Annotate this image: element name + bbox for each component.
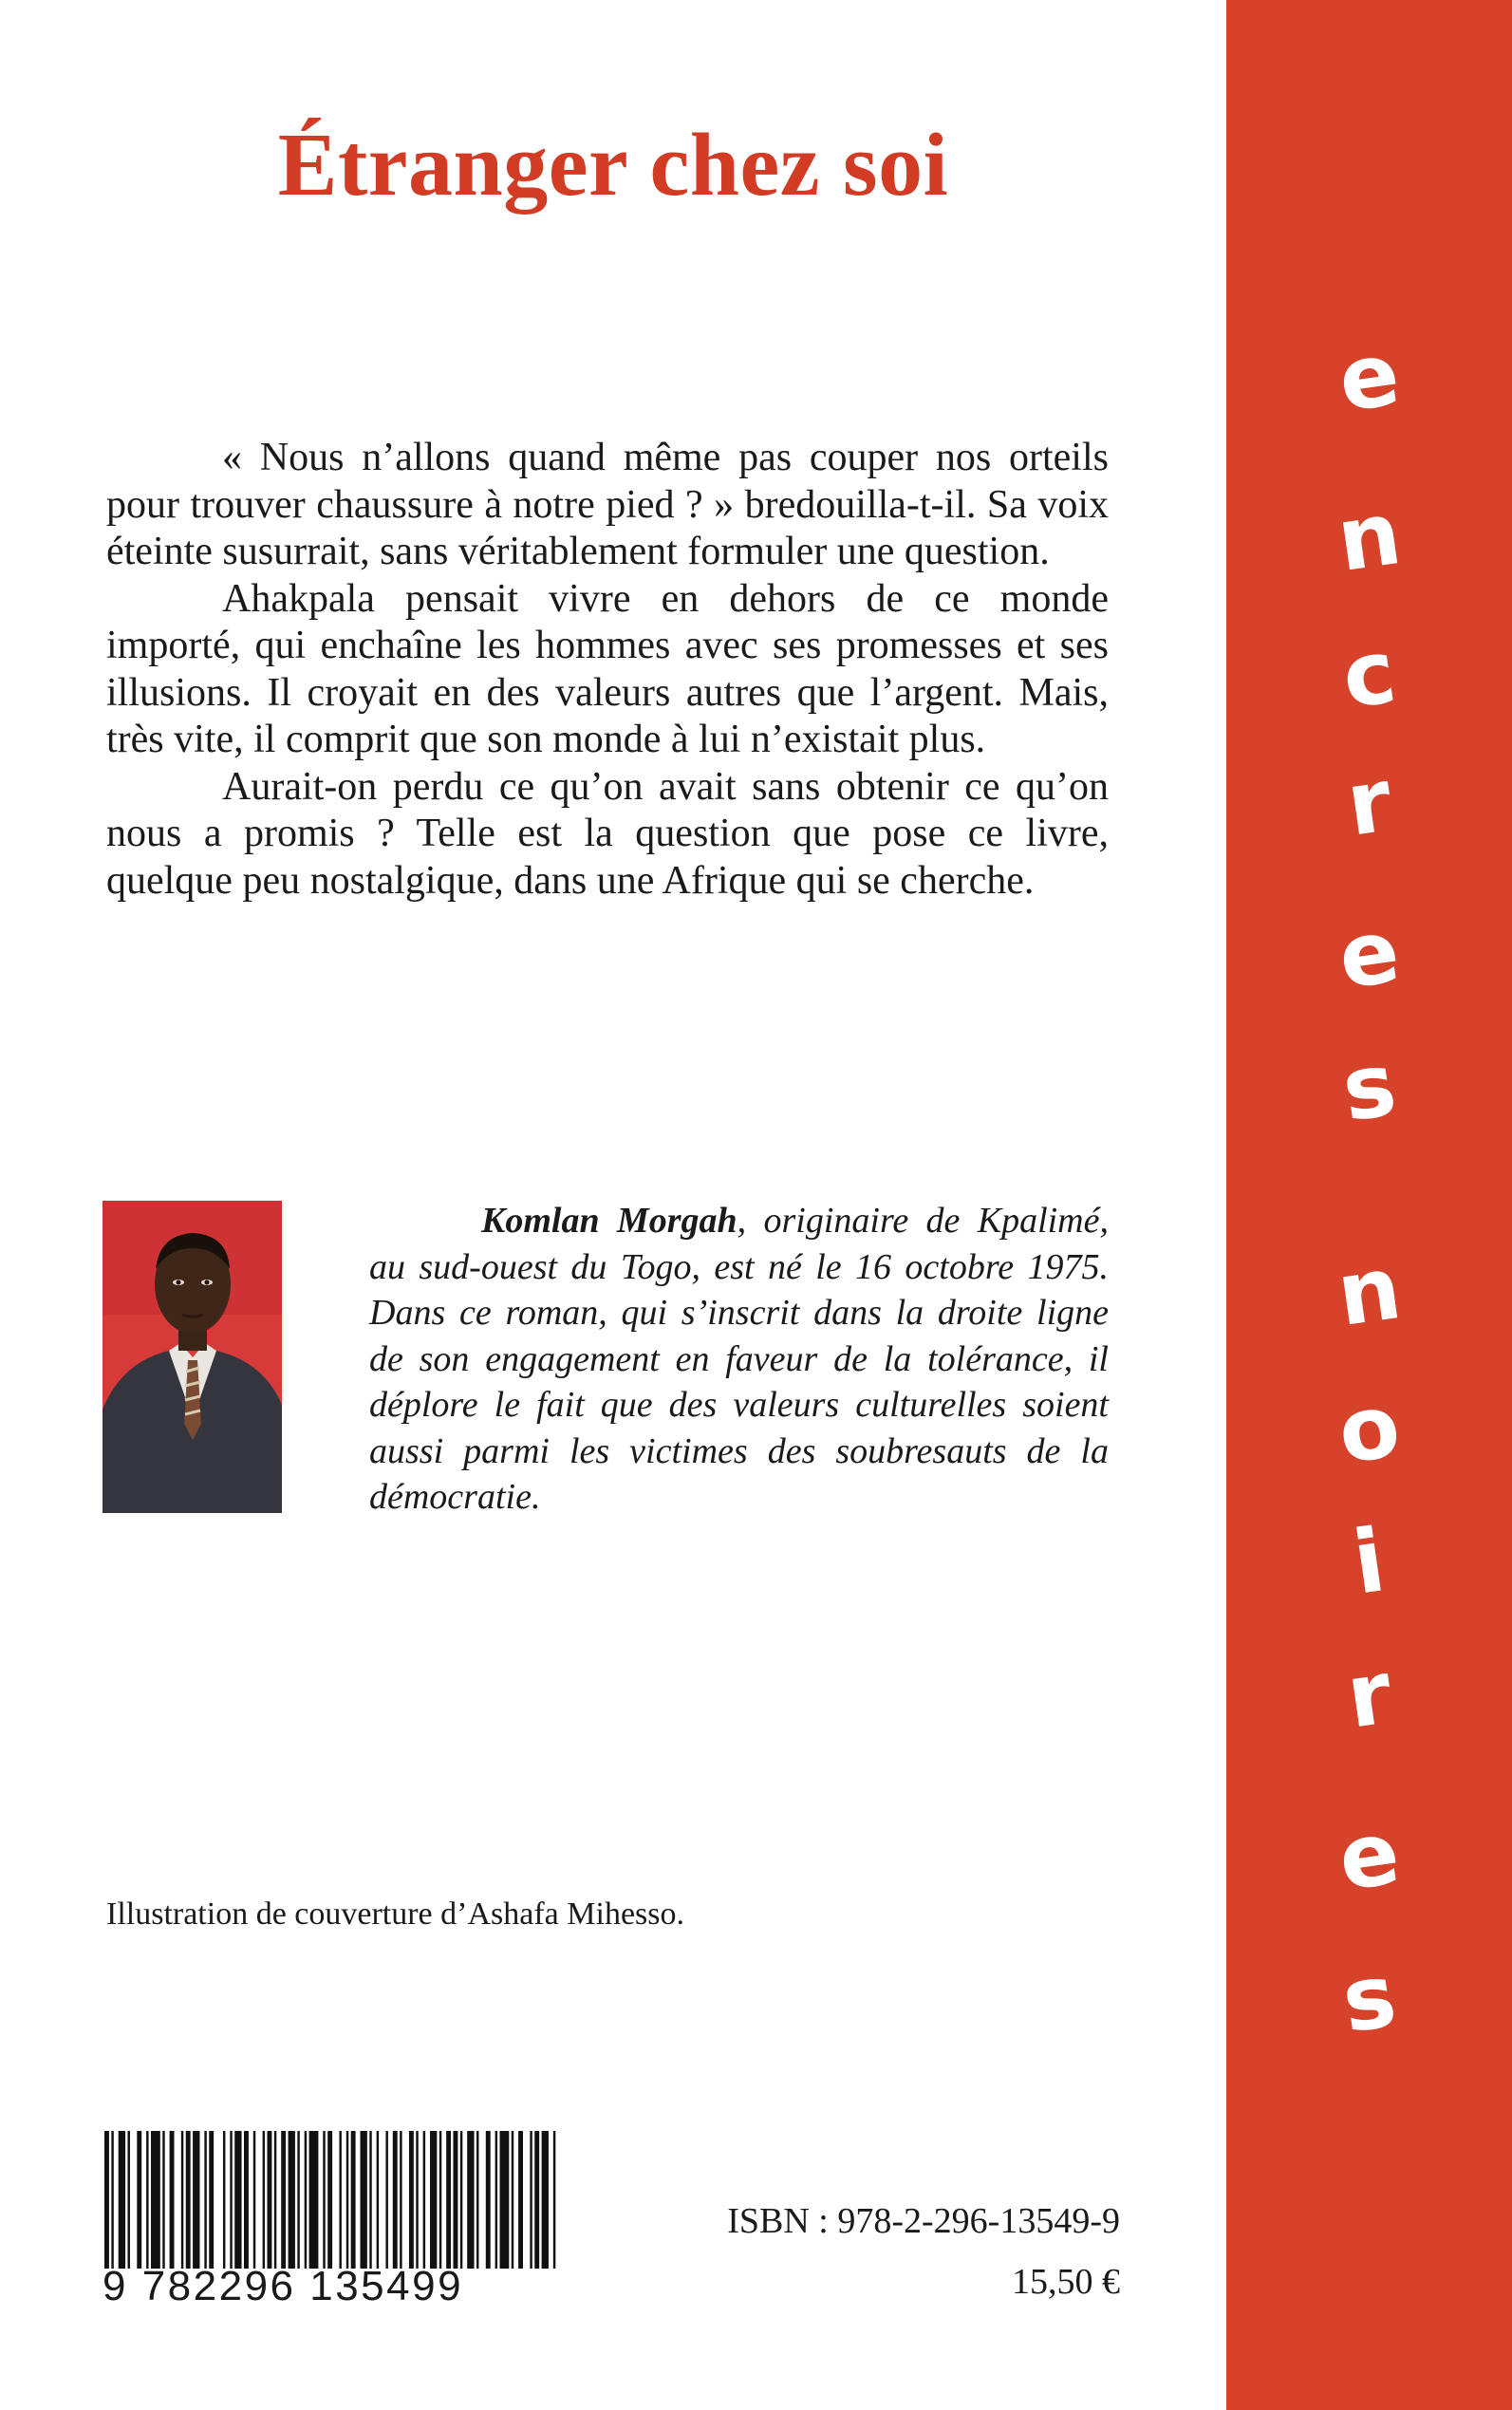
- blurb: [106, 435, 1109, 905]
- blurb-paragraph-1: « Nous n’allons quand même pas couper nos orteils pour trouver chaussure à notre pied ? » bredouilla-t-il. Sa voix éteinte susurrait, sans véritablement formuler une question.: [106, 436, 1109, 573]
- barcode-bar: [323, 2131, 325, 2269]
- barcode-bar: [361, 2131, 367, 2269]
- barcode-bar: [385, 2131, 387, 2269]
- barcode-bar: [339, 2131, 341, 2269]
- barcode-bar: [416, 2131, 418, 2269]
- barcode-bar: [181, 2131, 183, 2269]
- barcode-bar: [467, 2131, 474, 2269]
- barcode-bar: [393, 2131, 398, 2269]
- barcode-bar: [111, 2131, 113, 2269]
- barcode-bar: [193, 2131, 199, 2269]
- collection-letter: n: [1331, 481, 1408, 592]
- barcode-bar: [476, 2131, 478, 2269]
- illustration-credit: Illustration de couverture d’Ashafa Mihesso.: [106, 1896, 684, 1932]
- barcode-bar: [223, 2131, 225, 2269]
- barcode-bar: [162, 2131, 164, 2269]
- barcode-bar: [186, 2131, 191, 2269]
- barcode-bar: [234, 2131, 241, 2269]
- barcode-bar: [230, 2131, 232, 2269]
- barcode-bar: [346, 2131, 348, 2269]
- collection-letter: e: [1333, 1802, 1406, 1911]
- collection-letter: s: [1335, 1944, 1402, 2053]
- collection-letter: i: [1347, 1509, 1391, 1615]
- author-photo: [103, 1201, 282, 1513]
- barcode-bar: [400, 2131, 401, 2269]
- barcode-bar: [289, 2131, 295, 2269]
- barcode-bar: [351, 2131, 356, 2269]
- barcode-bar: [268, 2131, 272, 2269]
- barcode-bar: [274, 2131, 276, 2269]
- barcode-bar: [534, 2131, 539, 2269]
- collection-letter: c: [1335, 620, 1402, 729]
- author-bio: [369, 1198, 1109, 1521]
- barcode-bar: [409, 2131, 414, 2269]
- barcode-bar: [377, 2131, 379, 2269]
- barcode-bar: [104, 2131, 109, 2269]
- barcode: [103, 2131, 558, 2269]
- barcode-bar: [204, 2131, 206, 2269]
- barcode-bar: [369, 2131, 371, 2269]
- barcode-bar: [281, 2131, 286, 2269]
- barcode-bar: [327, 2131, 332, 2269]
- barcode-bar: [430, 2131, 437, 2269]
- barcode-bar: [553, 2131, 555, 2269]
- barcode-bar: [512, 2131, 513, 2269]
- barcode-bar: [263, 2131, 265, 2269]
- author-bio-text: , originaire de Kpalimé, au sud-ouest du Togo, est né le 16 octobre 1975. Dans ce roman, qui s’inscrit dans la droite ligne de son engagement en faveur de la tolérance, il déplore le fait que des valeurs culturelles soient aussi parmi les victimes des soubresauts de la démocratie.: [369, 1201, 1109, 1517]
- barcode-bar: [253, 2131, 255, 2269]
- barcode-bar: [518, 2131, 523, 2269]
- barcode-bar: [305, 2131, 307, 2269]
- barcode-bar: [500, 2131, 510, 2269]
- barcode-bar: [137, 2131, 141, 2269]
- collection-letter: n: [1331, 1236, 1408, 1347]
- barcode-bar: [119, 2131, 125, 2269]
- collection-letter: o: [1332, 1374, 1407, 1484]
- barcode-digits: 9 782296 135499: [103, 2263, 464, 2309]
- blurb-paragraph-2: Ahakpala pensait vivre en dehors de ce monde importé, qui enchaîne les hommes avec ses promesses et ses illusions. Il croyait en des valeurs autres que l’argent. Mais, très vite, il comprit que son monde à lui n’existait plus.: [106, 576, 1109, 761]
- barcode-bar: [170, 2131, 175, 2269]
- barcode-bar: [446, 2131, 451, 2269]
- collection-letter: r: [1340, 749, 1398, 856]
- barcode-bar: [297, 2131, 299, 2269]
- collection-letter: e: [1333, 323, 1406, 432]
- barcode-bar: [486, 2131, 491, 2269]
- collection-letter: e: [1333, 900, 1406, 1009]
- collection-band: [1226, 0, 1512, 2410]
- barcode-bar: [495, 2131, 497, 2269]
- barcode-bar: [128, 2131, 130, 2269]
- barcode-bar: [439, 2131, 441, 2269]
- barcode-bar: [423, 2131, 425, 2269]
- price: 15,50 €: [1012, 2262, 1120, 2302]
- blurb-paragraph-3: Aurait-on perdu ce qu’on avait sans obtenir ce qu’on nous a promis ? Telle est la question que pose ce livre, quelque peu nostalgique, dans une Afrique qui se cherche.: [106, 764, 1109, 903]
- barcode-bar: [542, 2131, 549, 2269]
- barcode-bar: [146, 2131, 148, 2269]
- collection-letter: s: [1335, 1033, 1402, 1142]
- barcode-bar: [460, 2131, 462, 2269]
- author-name: Komlan Morgah: [481, 1201, 737, 1241]
- collection-letter: r: [1340, 1641, 1398, 1748]
- barcode-bar: [309, 2131, 319, 2269]
- barcode-bar: [209, 2131, 214, 2269]
- barcode-bar: [244, 2131, 249, 2269]
- barcode-bar: [454, 2131, 458, 2269]
- barcode-bar: [151, 2131, 160, 2269]
- isbn: ISBN : 978-2-296-13549-9: [727, 2201, 1120, 2241]
- book-title: Étranger chez soi: [277, 116, 949, 215]
- barcode-bar: [530, 2131, 532, 2269]
